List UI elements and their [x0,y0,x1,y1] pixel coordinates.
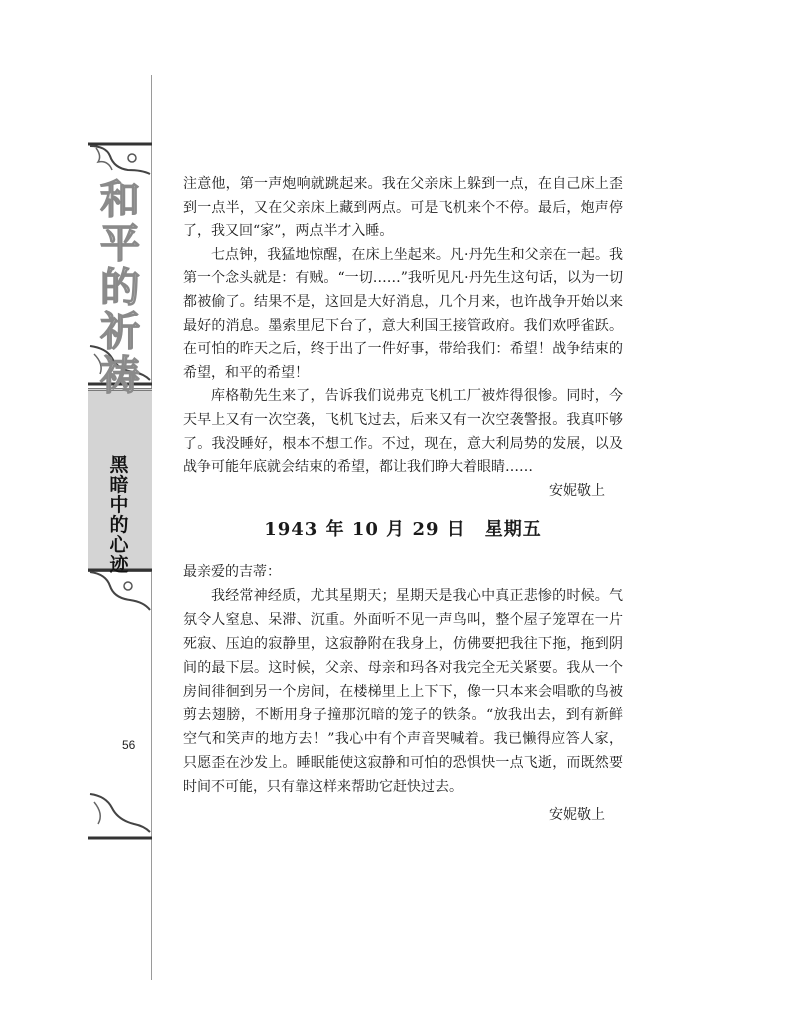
entry-1-signature: 安妮敬上 [549,482,605,499]
book-title-char: 祈 [100,308,140,355]
chapter-char: 中 [109,494,129,516]
entry-1-paragraph: 七点钟，我猛地惊醒，在床上坐起来。凡·丹先生和父亲在一起。我第一个念头就是：有贼。“一切……”我听见凡·丹先生这句话，以为一切都被偷了。结果不是，这回是大好消息，几个月来，也许战争开始以来最好的消息。墨索里尼下台了，意大利国王接管政府。我们欢呼雀跃。在可怕的昨天之后，终于出了一件好事，带给我们：希望！战争结束的希望，和平的希望！ [183,246,623,381]
entry-1 [183,173,623,503]
entry-2-body: 我经常神经质，尤其星期天；星期天是我心中真正悲惨的时候。气氛令人窒息、呆滞、沉重。外面听不见一声鸟叫，整个屋子笼罩在一片死寂、压迫的寂静里，这寂静附在我身上，仿佛要把我往下拖，拖到阴间的最下层。这时候，父亲、母亲和玛各对我完全无关紧要。我从一个房间徘徊到另一个房间，在楼梯里上上下下，像一只本来会唱歌的鸟被剪去翅膀，不断用身子撞那沉暗的笼子的铁条。“放我出去，到有新鲜空气和笑声的地方去！”我心中有个声音哭喊着。我已懒得应答人家，只愿歪在沙发上。睡眠能使这寂静和可怕的恐惧快一点飞逝，而既然要时间不可能，只有靠这样来帮助它赶快过去。 [183,587,623,796]
chapter-char: 暗 [109,474,129,496]
book-title-char: 和 [100,176,140,223]
chapter-title-vertical [107,455,131,575]
entry-2-signature: 安妮敬上 [549,807,605,824]
ornament-top [88,140,152,176]
ornament-bottom [88,792,152,840]
book-title-vertical [92,178,148,398]
book-title-char: 的 [100,264,140,311]
book-title-char: 祷 [100,352,140,399]
entry-1-paragraph: 库格勒先生来了，告诉我们说弗克飞机工厂被炸得很惨。同时，今天早上又有一次空袭，飞机飞过去，后来又有一次空袭警报。我真吓够了。我没睡好，根本不想工作。不过，现在，意大利局势的发展，以及战争可能年底就会结束的希望，都让我们睁大着眼睛…… [183,388,623,476]
entry-1-paragraph: 注意他，第一声炮响就跳起来。我在父亲床上躲到一点，在自己床上歪到一点半，又在父亲床上藏到两点。可是飞机来个不停。最后，炮声停了，我又回“家”，两点半才入睡。 [183,176,623,240]
entry-2 [183,561,623,828]
page-number: 56 [122,738,136,752]
chapter-char: 黑 [109,454,129,476]
book-title-char: 平 [100,220,140,267]
chapter-char: 迹 [109,554,129,576]
entry-2-date-heading: 1943 年 10 月 29 日 星期五 [264,519,542,540]
chapter-char: 心 [109,534,129,556]
chapter-char: 的 [109,514,129,536]
entry-2-salutation: 最亲爱的吉蒂： [183,564,281,580]
